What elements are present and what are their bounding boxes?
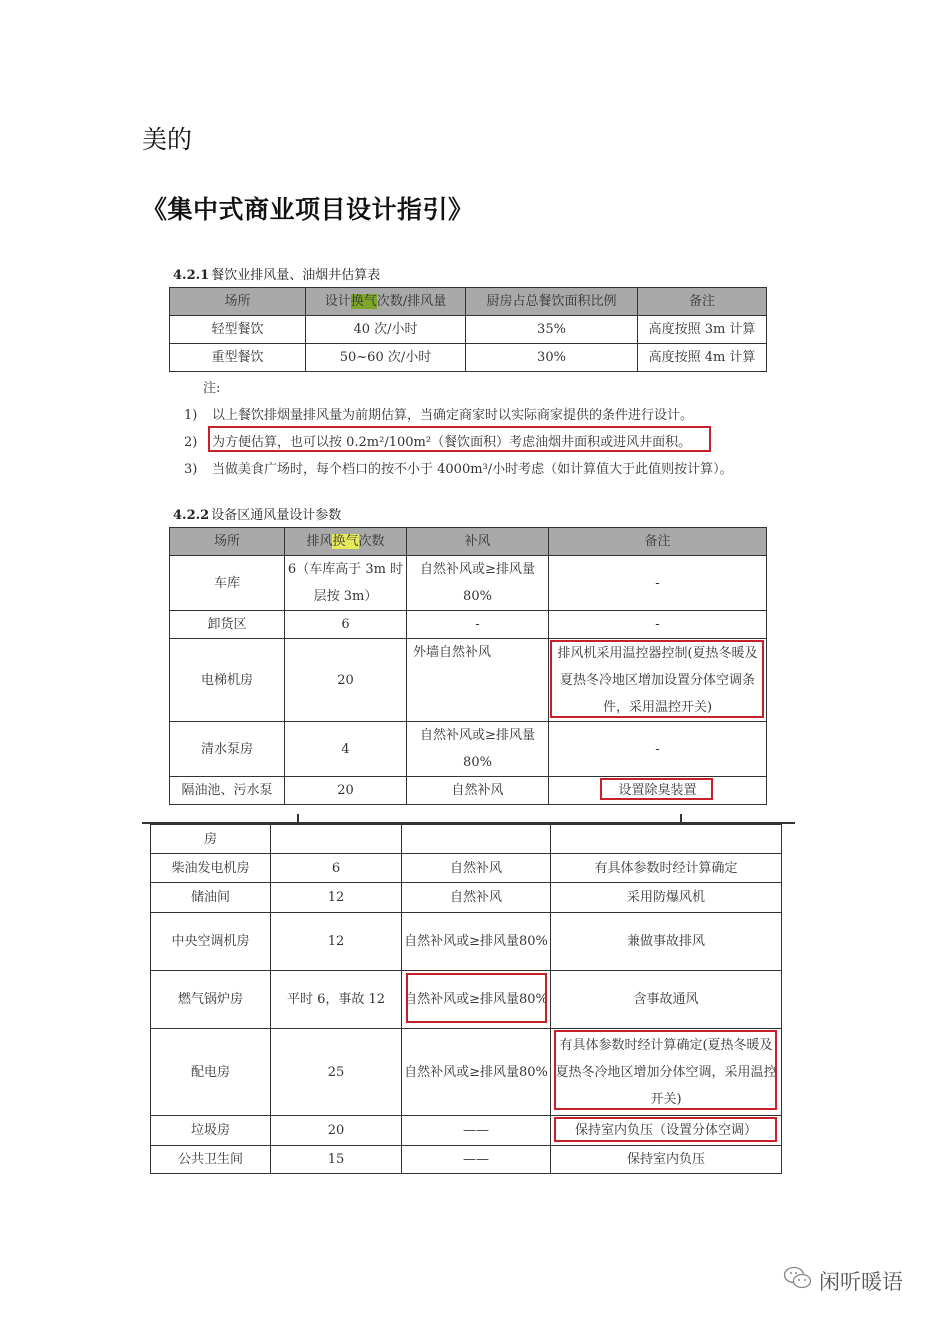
cell: 采用防爆风机 — [551, 883, 782, 913]
table-row — [151, 971, 782, 1029]
cell: 垃圾房 — [151, 1116, 271, 1146]
cell: 6（车库高于 3m 时层按 3m） — [285, 556, 407, 611]
table-row — [170, 316, 767, 344]
cell — [271, 825, 402, 854]
cell: - — [407, 611, 549, 639]
cell: 电梯机房 — [170, 639, 285, 722]
cell: —— — [402, 1146, 551, 1174]
watermark-text: 闲听暖语 — [819, 1269, 903, 1294]
cell: 有具体参数时经计算确定 — [551, 854, 782, 883]
document-title: 《集中式商业项目设计指引》 — [142, 195, 474, 224]
table-row — [170, 344, 767, 372]
cell — [551, 825, 782, 854]
section-number: 4.2.2 — [173, 508, 210, 523]
cell: 自然补风或≥排风量80% — [402, 971, 551, 1029]
restaurant-exhaust-table — [169, 287, 767, 372]
cell — [402, 825, 551, 854]
cell: 保持室内负压 — [551, 1146, 782, 1174]
cell: 自然补风或≥排风量80% — [407, 722, 549, 777]
table-row — [170, 639, 767, 722]
notes-label: 注: — [203, 381, 221, 396]
col-header: 场所 — [170, 528, 285, 556]
table-row — [151, 854, 782, 883]
cell: 高度按照 4m 计算 — [638, 344, 767, 372]
cell: - — [549, 611, 767, 639]
cell: 15 — [271, 1146, 402, 1174]
cell: 房 — [151, 825, 271, 854]
col-header: 设计换气次数/排风量 — [306, 288, 466, 316]
table-row — [151, 1146, 782, 1174]
cell: 车库 — [170, 556, 285, 611]
cell: 设置除臭装置 — [549, 777, 767, 805]
cell: 6 — [285, 611, 407, 639]
cell: 燃气锅炉房 — [151, 971, 271, 1029]
cell: 6 — [271, 854, 402, 883]
cell: 兼做事故排风 — [551, 913, 782, 971]
table-row — [170, 556, 767, 611]
cell: 重型餐饮 — [170, 344, 306, 372]
table-header-row — [170, 528, 767, 556]
col-header: 场所 — [170, 288, 306, 316]
cell: 20 — [285, 777, 407, 805]
cell: 自然补风或≥排风量80% — [402, 913, 551, 971]
cell: 自然补风 — [402, 883, 551, 913]
cell: 公共卫生间 — [151, 1146, 271, 1174]
table-row — [151, 1116, 782, 1146]
table-row — [151, 825, 782, 854]
watermark — [783, 1265, 903, 1296]
ruler-tick — [680, 814, 682, 822]
note-item: 3) 当做美食广场时，每个档口的按不小于 4000m³/小时考虑（如计算值大于此值则按计算）。 — [184, 462, 733, 477]
cell: 20 — [285, 639, 407, 722]
cell: 排风机采用温控器控制(夏热冬暖及夏热冬冷地区增加设置分体空调条件，采用温控开关) — [549, 639, 767, 722]
cell: 平时 6，事故 12 — [271, 971, 402, 1029]
table-header-row — [170, 288, 767, 316]
cell: 25 — [271, 1029, 402, 1116]
cell: —— — [402, 1116, 551, 1146]
cell: 40 次/小时 — [306, 316, 466, 344]
note-item: 2) 为方便估算，也可以按 0.2m²/100m²（餐饮面积）考虑油烟井面积或进风井面积。 — [184, 435, 692, 450]
cell: 35% — [466, 316, 638, 344]
cell: 自然补风或≥排风量80% — [407, 556, 549, 611]
cell: 自然补风或≥排风量80% — [402, 1029, 551, 1116]
col-header: 补风 — [407, 528, 549, 556]
cell: 卸货区 — [170, 611, 285, 639]
cell: 储油间 — [151, 883, 271, 913]
table-row — [151, 1029, 782, 1116]
section-title: 设备区通风量设计参数 — [211, 508, 342, 523]
cell: 自然补风 — [407, 777, 549, 805]
cell: 12 — [271, 913, 402, 971]
cell: 含事故通风 — [551, 971, 782, 1029]
cell: 清水泵房 — [170, 722, 285, 777]
cell: 4 — [285, 722, 407, 777]
col-header: 备注 — [638, 288, 767, 316]
note-item: 1) 以上餐饮排烟量排风量为前期估算，当确定商家时以实际商家提供的条件进行设计。 — [184, 408, 694, 423]
cell: 20 — [271, 1116, 402, 1146]
cell: 有具体参数时经计算确定(夏热冬暖及夏热冬冷地区增加分体空调，采用温控开关) — [551, 1029, 782, 1116]
table-row — [170, 777, 767, 805]
cell: 保持室内负压（设置分体空调） — [551, 1116, 782, 1146]
cell: 自然补风 — [402, 854, 551, 883]
cell: 隔油池、污水泵 — [170, 777, 285, 805]
cell: 柴油发电机房 — [151, 854, 271, 883]
cell: - — [549, 722, 767, 777]
section-heading-4-2-1 — [173, 264, 380, 283]
cell: 中央空调机房 — [151, 913, 271, 971]
col-header: 厨房占总餐饮面积比例 — [466, 288, 638, 316]
cell: 外墙自然补风 — [407, 639, 549, 722]
table-row — [170, 611, 767, 639]
cell: 12 — [271, 883, 402, 913]
table-row — [170, 722, 767, 777]
section-title: 餐饮业排风量、油烟井估算表 — [211, 268, 381, 283]
section-number: 4.2.1 — [173, 268, 210, 283]
table-row — [151, 913, 782, 971]
cell: 配电房 — [151, 1029, 271, 1116]
col-header: 排风换气次数 — [285, 528, 407, 556]
cell: 高度按照 3m 计算 — [638, 316, 767, 344]
brand-name: 美的 — [142, 125, 193, 154]
equipment-ventilation-table-continued — [150, 824, 782, 1174]
cell: 轻型餐饮 — [170, 316, 306, 344]
cell: - — [549, 556, 767, 611]
cell: 50~60 次/小时 — [306, 344, 466, 372]
cell: 30% — [466, 344, 638, 372]
col-header: 备注 — [549, 528, 767, 556]
section-heading-4-2-2 — [173, 504, 341, 523]
table-row — [151, 883, 782, 913]
equipment-ventilation-table — [169, 527, 767, 805]
ruler-tick — [297, 814, 299, 822]
wechat-icon — [783, 1265, 813, 1296]
